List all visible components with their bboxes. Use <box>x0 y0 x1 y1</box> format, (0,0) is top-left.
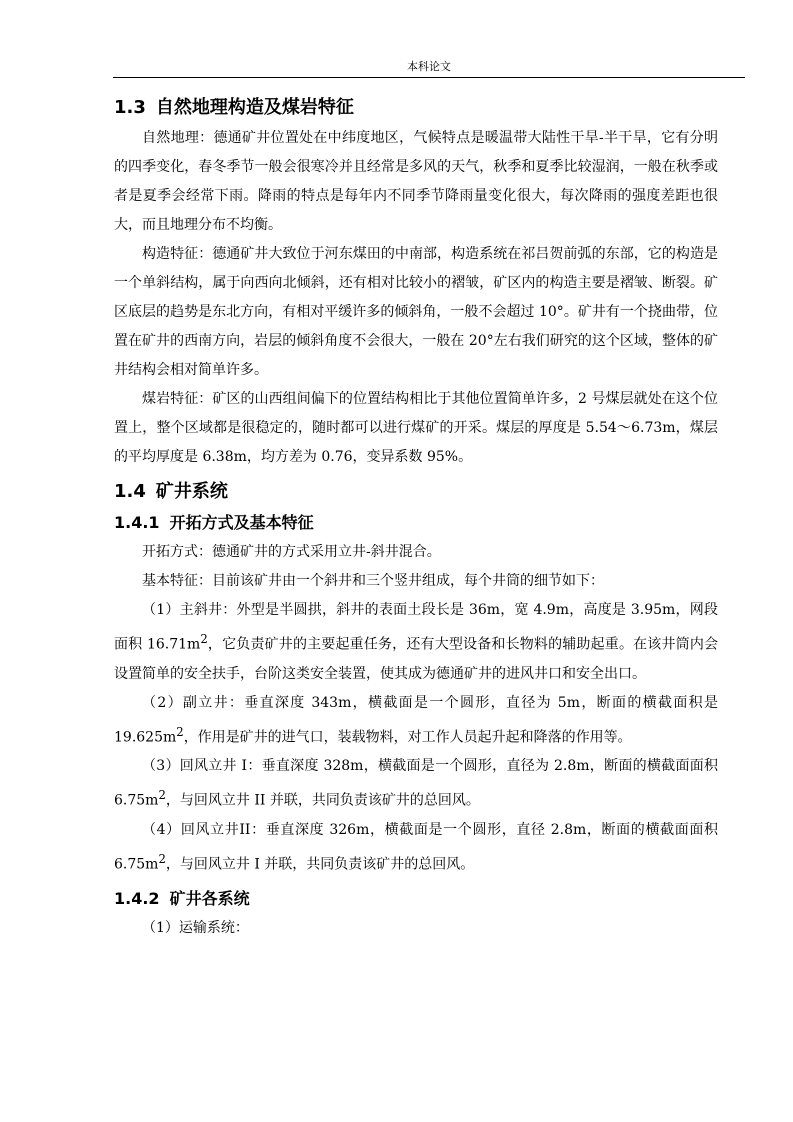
section-title: 自然地理构造及煤岩特征 <box>155 97 354 118</box>
page-header: 本科论文 <box>407 60 451 73</box>
section-heading-1-4-1 <box>114 510 718 536</box>
paragraph-transport-system: （1）运输系统： <box>142 919 249 936</box>
list-item-return-air-shaft-2: （4）回风立井II：垂直深度 326m，横截面是一个圆形，直径 2.8m，断面的横截面面积 $6.75m^2$，与回风立井 I 并联，共同负责该矿井的总回风。 <box>114 821 718 873</box>
header-rule <box>113 77 745 78</box>
paragraph-coal-rock: 煤岩特征：矿区的山西组间偏下的位置结构相比于其他位置简单许多，2 号煤层就处在这个位置上，整个区域都是很稳定的，随时都可以进行煤矿的开采。煤层的厚度是 5.54～6.73m，煤层的平均厚度是 6.38m，均方差为 0.76，变异系数 95%。 <box>114 391 718 465</box>
superscript: 2 <box>200 632 208 646</box>
superscript: 2 <box>158 851 166 866</box>
section-heading-1-3 <box>114 94 718 122</box>
paragraph-development-method: 开拓方式：德通矿井的方式采用立井-斜井混合。 <box>142 544 441 560</box>
document-body <box>114 94 718 943</box>
paragraph-structure: 构造特征：德通矿井大致位于河东煤田的中南部，构造系统在祁吕贺前弧的东部，它的构造是一个单斜结构，属于向西向北倾斜，还有相对比较小的褶皱，矿区内的构造主要是褶皱、断裂。矿区底层的趋势是东北方向，有相对平缓许多的倾斜角，一般不会超过 10°。矿井有一个挠曲带，位置在矿井的西南方向，岩层的倾斜角度不会很大，一般在 20°左右我们研究的这个区域，整体的矿井结构会相对简单许多。 <box>114 246 718 378</box>
section-number: 1.4 <box>114 481 146 502</box>
superscript: 2 <box>158 788 166 803</box>
superscript: 2 <box>176 724 184 739</box>
paragraph-natural-geography: 自然地理：德通矿井位置处在中纬度地区，气候特点是暖温带大陆性干旱-半干旱，它有分明的四季变化，春冬季节一般会很寒冷并且经常是多风的天气，秋季和夏季比较湿润，一般在秋季或者是夏季会经常下雨。降雨的特点是每年内不同季节降雨量变化很大，每次降雨的强度差距也很大，而且地理分布不均衡。 <box>114 130 718 233</box>
section-heading-1-4-2 <box>114 886 718 912</box>
list-item-main-incline-shaft: （1）主斜井：外型是半圆拱，斜井的表面土段长是 36m，宽 4.9m，高度是 3.95m，网段面积 $16.71m^2$，它负责矿井的主要起重任务，还有大型设备和长物料的辅助起重。在该井筒内会设置简单的安全扶手，台阶这类安全装置，使其成为德通矿井的进风井口和安全出口。 <box>114 602 718 682</box>
section-number: 1.4.1 <box>114 513 160 532</box>
section-number: 1.4.2 <box>114 888 160 908</box>
list-item-auxiliary-shaft: （2）副立井：垂直深度 343m，横截面是一个圆形，直径为 5m，断面的横截面积是 $19.625m^2$，作用是矿井的进气口，装载物料，对工作人员起升起和降落的作用等。 <box>114 694 718 746</box>
list-item-return-air-shaft-1: （3）回风立井 I：垂直深度 328m，横截面是一个圆形，直径为 2.8m，断面的横截面面积 $6.75m^2$，与回风立井 II 并联，共同负责该矿井的总回风。 <box>114 758 718 809</box>
paragraph-basic-features: 基本特征：目前该矿井由一个斜井和三个竖井组成，每个井筒的细节如下： <box>142 573 604 589</box>
section-title: 矿井系统 <box>155 481 228 502</box>
section-heading-1-4 <box>114 478 718 506</box>
section-title: 开拓方式及基本特征 <box>169 513 314 532</box>
section-number: 1.3 <box>114 97 146 118</box>
section-title: 矿井各系统 <box>169 888 250 908</box>
